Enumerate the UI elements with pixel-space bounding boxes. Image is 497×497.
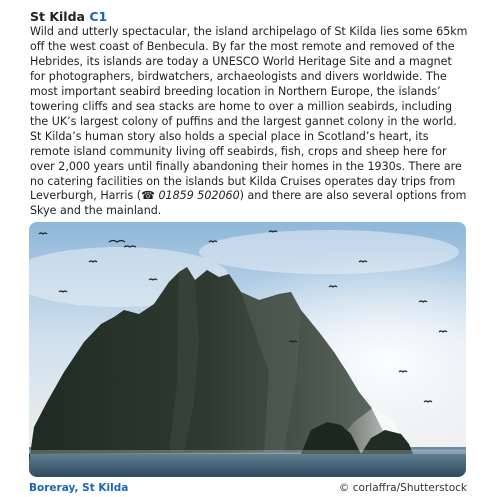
boreray-photo	[29, 222, 466, 477]
article-text-main: Wild and utterly spectacular, the island archipelago of St Kilda lies some 65km off the west coast of Benbecula. By far the most remote and removed of the Hebrides, its islands are today a UNESCO World Heritage Site and a magnet for photographers, birdwatchers, archaeologists and divers worldwide. The most important seabird breeding location in Northern Europe, the islands’ towering cliffs and sea stacks are home to over a million seabirds, including the UK’s largest colony of puffins and the largest gannet colony in the world. St Kilda’s human story also holds a special place in Scotland’s heart, its remote island community living off seabirds, fish, crops and sheep here for over 2,000 years until finally abandoning their homes in the 1930s. There are no catering facilities on the islands but Kilda Cruises operates day trips from Leverburgh, Harris (	[30, 25, 468, 203]
photo-credit: © corlaffra/Shutterstock	[338, 482, 467, 494]
cloud	[199, 230, 459, 274]
boreray-photo-illustration	[29, 222, 466, 477]
phone-number: ☎ 01859 502060	[141, 189, 240, 203]
section-title: St Kilda	[30, 9, 85, 24]
article-text-end: ) and there are also several options from Skye and the mainland.	[30, 189, 467, 218]
photo-caption: Boreray, St Kilda	[29, 482, 129, 494]
section-heading	[30, 9, 107, 24]
article-body	[30, 25, 470, 219]
map-reference: C1	[89, 9, 108, 24]
